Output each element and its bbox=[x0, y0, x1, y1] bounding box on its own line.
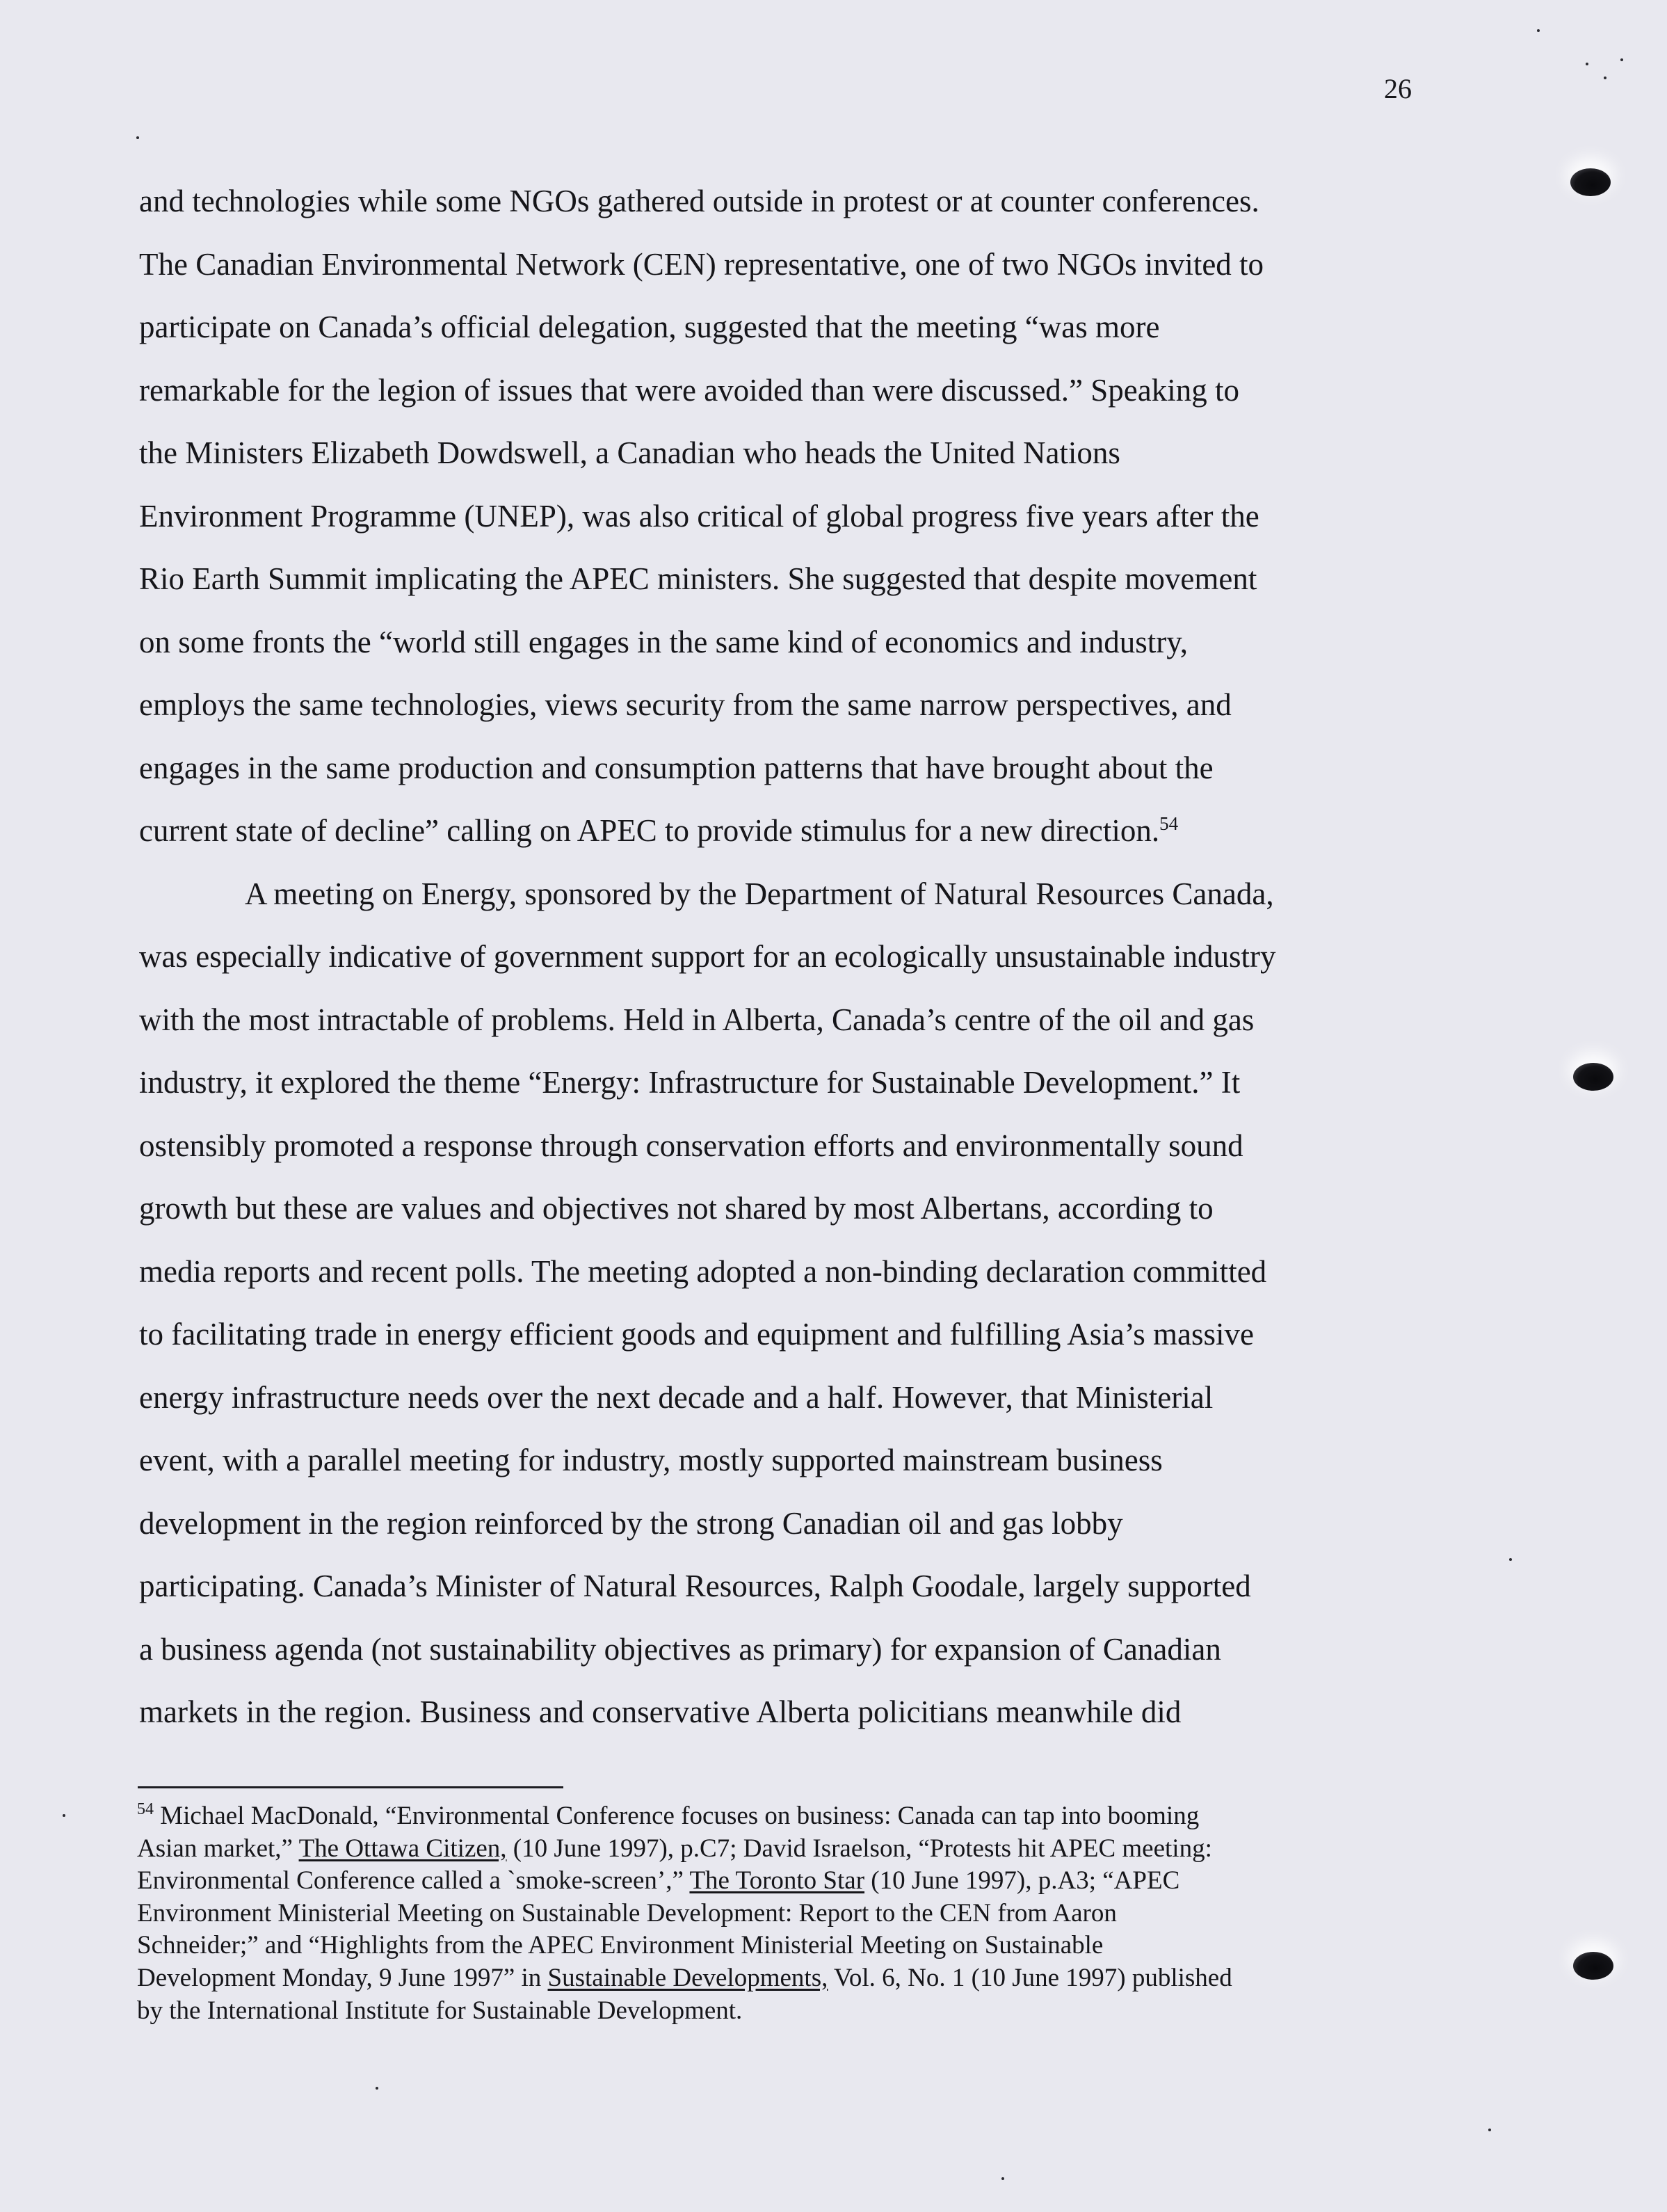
text-line: energy infrastructure needs over the next decade and a half. However, that Ministerial bbox=[139, 1379, 1214, 1415]
footnote-text: Vol. 6, No. 1 (10 June 1997) published bbox=[828, 1963, 1232, 1992]
footnote-text: (10 June 1997), p.C7; David Israelson, “Protests hit APEC meeting: bbox=[506, 1834, 1212, 1863]
footnote bbox=[137, 1800, 1417, 2027]
scan-speck bbox=[1001, 2177, 1004, 2180]
text-line: with the most intractable of problems. Held in Alberta, Canada’s centre of the oil and gas bbox=[139, 1002, 1255, 1037]
scan-speck bbox=[1488, 2129, 1491, 2131]
page-number: 26 bbox=[1384, 73, 1412, 104]
scan-speck bbox=[1620, 58, 1623, 61]
footnote-line bbox=[137, 1865, 1417, 1898]
scan-speck bbox=[136, 136, 139, 139]
text-line: Environment Programme (UNEP), was also critical of global progress five years after the bbox=[139, 498, 1259, 534]
footnote-text: Development Monday, 9 June 1997” in bbox=[137, 1963, 548, 1992]
scan-speck bbox=[63, 1814, 65, 1817]
footnote-text: Asian market,” bbox=[137, 1834, 299, 1863]
scan-speck bbox=[1537, 29, 1540, 32]
paragraph-2 bbox=[139, 863, 1412, 1744]
text-line: industry, it explored the theme “Energy: Infrastructure for Sustainable Development.” It bbox=[139, 1065, 1241, 1100]
scan-speck bbox=[1604, 77, 1606, 79]
footnote-text: Michael MacDonald, “Environmental Conference focuses on business: Canada can tap into booming bbox=[160, 1802, 1200, 1830]
text-line: the Ministers Elizabeth Dowdswell, a Canadian who heads the United Nations bbox=[139, 435, 1120, 470]
text-line: a business agenda (not sustainability objectives as primary) for expansion of Canadian bbox=[139, 1631, 1221, 1667]
text-line: employs the same technologies, views security from the same narrow perspectives, and bbox=[139, 687, 1232, 722]
footnote-number: 54 bbox=[137, 1800, 154, 1818]
footnote-line: Schneider;” and “Highlights from the APEC Environment Ministerial Meeting on Sustainable bbox=[137, 1931, 1104, 1960]
text-line: event, with a parallel meeting for industry, mostly supported mainstream business bbox=[139, 1443, 1163, 1477]
footnote-line bbox=[137, 1962, 1417, 1995]
footnote-line bbox=[137, 1800, 1417, 1833]
text-line: to facilitating trade in energy efficient goods and equipment and fulfilling Asia’s massive bbox=[139, 1317, 1254, 1352]
footnote-reference: 54 bbox=[1159, 813, 1179, 834]
scan-speck bbox=[1586, 63, 1588, 65]
text-line-with-footnote bbox=[139, 799, 1412, 863]
text-line: remarkable for the legion of issues that were avoided than were discussed.” Speaking to bbox=[139, 372, 1239, 408]
citation-title: Sustainable Developments, bbox=[547, 1963, 828, 1992]
paragraph-1 bbox=[139, 170, 1412, 863]
text-line: markets in the region. Business and conservative Alberta policitians meanwhile did bbox=[139, 1694, 1182, 1729]
scan-speck bbox=[376, 2087, 378, 2090]
text-line: growth but these are values and objectives not shared by most Albertans, according to bbox=[139, 1191, 1214, 1226]
text-line: media reports and recent polls. The meeting adopted a non-binding declaration committed bbox=[139, 1253, 1267, 1289]
text-line: engages in the same production and consumption patterns that have brought about the bbox=[139, 750, 1214, 785]
footnote-line: by the International Institute for Sustainable Development. bbox=[137, 1996, 743, 2025]
footnote-text: Environmental Conference called a `smoke-screen’,” bbox=[137, 1866, 690, 1896]
citation-title: The Toronto Star bbox=[689, 1866, 865, 1896]
body-text bbox=[139, 170, 1412, 1744]
punch-hole bbox=[1570, 168, 1611, 196]
footnote-text: (10 June 1997), p.A3; “APEC bbox=[864, 1866, 1180, 1896]
text-line: was especially indicative of government support for an ecologically unsustainable industry bbox=[139, 939, 1276, 974]
text-line: Rio Earth Summit implicating the APEC ministers. She suggested that despite movement bbox=[139, 561, 1257, 596]
footnote-separator bbox=[138, 1786, 563, 1788]
text-line: The Canadian Environmental Network (CEN) representative, one of two NGOs invited to bbox=[139, 246, 1264, 282]
punch-hole bbox=[1573, 1952, 1613, 1980]
text-line: on some fronts the “world still engages in the same kind of economics and industry, bbox=[139, 624, 1189, 659]
text-line: development in the region reinforced by the strong Canadian oil and gas lobby bbox=[139, 1505, 1123, 1541]
text-line: participate on Canada’s official delegation, suggested that the meeting “was more bbox=[139, 310, 1160, 344]
text-line: current state of decline” calling on APEC to provide stimulus for a new direction. bbox=[139, 813, 1160, 848]
footnote-line: Environment Ministerial Meeting on Sustainable Development: Report to the CEN from Aaron bbox=[137, 1898, 1117, 1928]
citation-title: The Ottawa Citizen, bbox=[298, 1834, 507, 1863]
footnote-line bbox=[137, 1833, 1417, 1866]
text-line: A meeting on Energy, sponsored by the Department of Natural Resources Canada, bbox=[245, 876, 1274, 911]
punch-hole bbox=[1573, 1063, 1613, 1091]
text-line: and technologies while some NGOs gathered outside in protest or at counter conferences. bbox=[139, 184, 1259, 218]
scan-speck bbox=[1509, 1558, 1512, 1561]
text-line: participating. Canada’s Minister of Natural Resources, Ralph Goodale, largely supported bbox=[139, 1569, 1251, 1603]
text-line: ostensibly promoted a response through conservation efforts and environmentally sound bbox=[139, 1128, 1243, 1163]
